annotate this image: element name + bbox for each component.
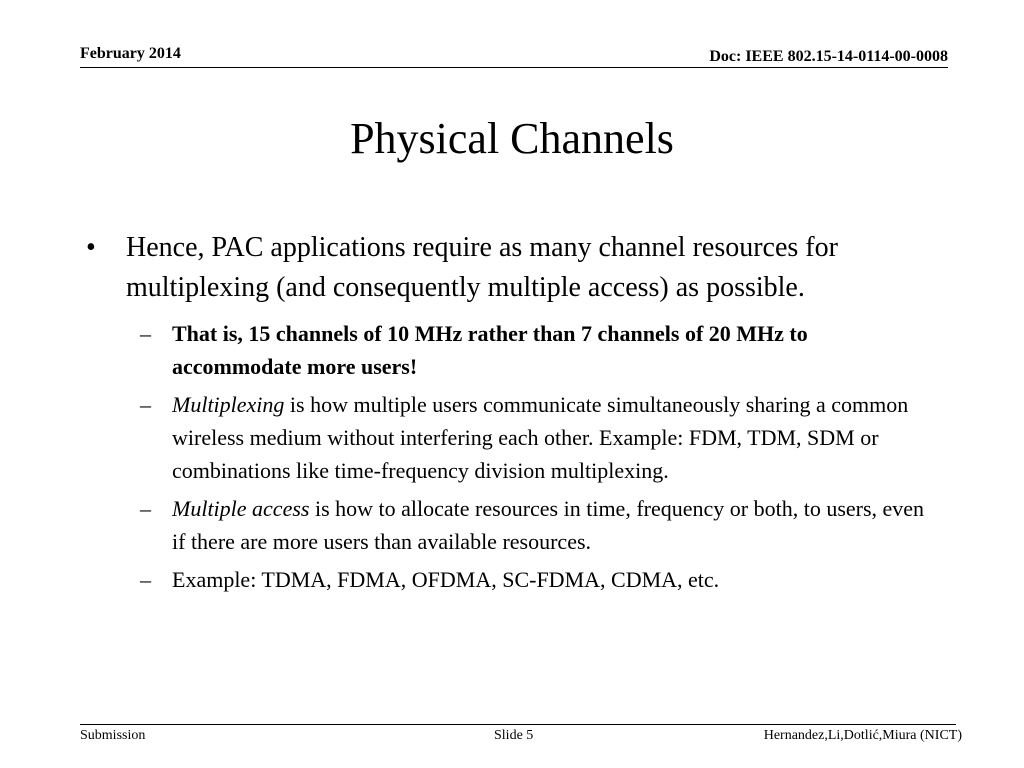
slide-body [86, 228, 946, 596]
bullet-marker: • [86, 232, 96, 263]
dash-marker: – [140, 321, 151, 346]
header-doc-id: Doc: IEEE 802.15-14-0114-00-0008 [709, 48, 948, 65]
sub-bullet-text: Example: TDMA, FDMA, OFDMA, SC-FDMA, CDMA, etc. [172, 567, 720, 592]
footer-slide-number: Slide 5 [494, 728, 534, 743]
sub-bullet-channels [86, 317, 942, 383]
bullet-text: Hence, PAC applications require as many channel resources for multiplexing (and consequently multiple access) as possible. [126, 232, 838, 303]
sub-bullet-example [86, 563, 942, 596]
sub-bullet-text: is how multiple users communicate simultaneously sharing a common wireless medium without interfering each other. Example: FDM, TDM, SDM or combinations like time-frequency division multiplexing. [172, 392, 909, 483]
sub-bullet-term: Multiplexing [172, 392, 285, 417]
header-date: February 2014 [80, 45, 181, 62]
sub-bullet-term: Multiple access [172, 496, 310, 521]
dash-marker: – [140, 392, 151, 417]
footer-divider [80, 724, 956, 725]
sub-bullet-text: is how to allocate resources in time, frequency or both, to users, even if there are more users than available resources. [172, 496, 925, 554]
footer-submission: Submission [80, 728, 146, 743]
dash-marker: – [140, 567, 151, 592]
slide-title: Physical Channels [350, 114, 674, 163]
footer-authors: Hernandez,Li,Dotlić,Miura (NICT) [763, 728, 962, 743]
bullet-item [86, 228, 886, 308]
sub-bullet-multiple-access [86, 492, 942, 558]
sub-bullet-text: That is, 15 channels of 10 MHz rather than 7 channels of 20 MHz to accommodate more users! [172, 321, 808, 379]
header-divider [80, 67, 948, 68]
sub-bullet-multiplexing [86, 388, 942, 487]
dash-marker: – [140, 496, 151, 521]
